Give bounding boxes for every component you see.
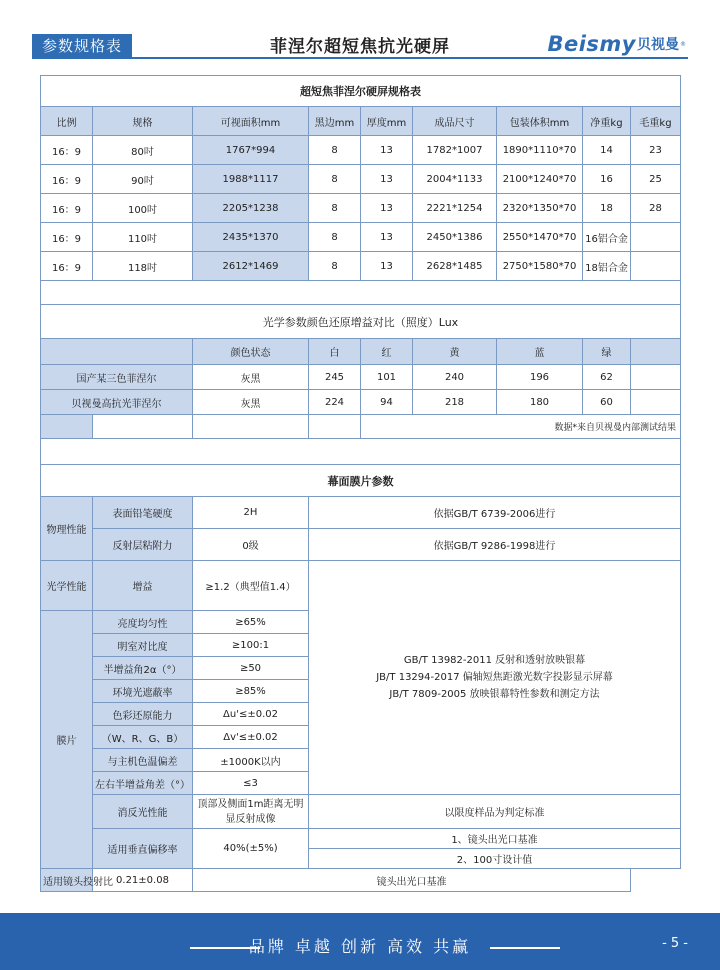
product-name-cell: 国产某三色菲涅尔 (41, 365, 193, 390)
film-item-cell: 表面铅笔硬度 (93, 497, 193, 529)
gross-weight-cell (631, 252, 681, 281)
film-row (41, 869, 681, 892)
optical-category-cell: 光学性能 (41, 561, 93, 611)
value-line: 顶部及侧面1m距离无明 (197, 798, 304, 810)
net-weight-cell: 18铝合金 (583, 252, 631, 281)
optical-header-cell (41, 339, 193, 365)
green-cell: 60 (583, 390, 631, 415)
package-cell: 2320*1350*70 (497, 194, 583, 223)
package-cell: 2550*1470*70 (497, 223, 583, 252)
spec-table-title: 超短焦菲涅尔硬屏规格表 (41, 76, 681, 107)
blue-cell: 196 (497, 365, 583, 390)
net-weight-cell: 18 (583, 194, 631, 223)
film-value-cell: ±1000K以内 (193, 749, 309, 772)
film-value-cell: 0级 (193, 529, 309, 561)
registered-mark: ® (680, 40, 686, 48)
spec-header-cell: 规格 (93, 107, 193, 136)
film-item-cell: 适用垂直偏移率 (93, 829, 193, 869)
finished-size-cell: 2004*1133 (413, 165, 497, 194)
optical-header-cell (631, 339, 681, 365)
visible-area-cell: 1767*994 (193, 136, 309, 165)
film-value-cell: 0.21±0.08 (93, 869, 193, 892)
visible-area-cell: 2205*1238 (193, 194, 309, 223)
visible-area-cell: 2435*1370 (193, 223, 309, 252)
section-tag: 参数规格表 (32, 34, 132, 58)
footer-slogan: 品牌 卓越 创新 高效 共赢 (248, 937, 472, 956)
spacer-row (41, 439, 681, 465)
thickness-cell: 13 (361, 165, 413, 194)
spec-header-cell: 净重kg (583, 107, 631, 136)
film-standards-cell (309, 561, 681, 795)
film-item-cell: 左右半增益角差（°） (93, 772, 193, 795)
film-item-cell: 消反光性能 (93, 795, 193, 829)
film-value-cell (193, 795, 309, 829)
film-standard-cell: 1、镜头出光口基准 (309, 829, 681, 849)
standard-line: GB/T 13982-2011 反射和透射放映银幕 (403, 655, 586, 666)
net-weight-cell: 16 (583, 165, 631, 194)
logo-chinese: 贝视曼 (637, 37, 679, 53)
film-item-cell: 明室对比度 (93, 634, 193, 657)
red-cell: 94 (361, 390, 413, 415)
empty-cell (193, 415, 309, 439)
spec-header-cell: 黑边mm (309, 107, 361, 136)
border-cell: 8 (309, 223, 361, 252)
finished-size-cell: 2628*1485 (413, 252, 497, 281)
size-cell: 110吋 (93, 223, 193, 252)
physical-category-cell: 物理性能 (41, 497, 93, 561)
spec-row (41, 223, 681, 252)
film-value-cell: 2H (193, 497, 309, 529)
ratio-cell: 16：9 (41, 165, 93, 194)
gross-weight-cell: 23 (631, 136, 681, 165)
spec-row (41, 252, 681, 281)
optical-row (41, 365, 681, 390)
film-value-cell: ≤3 (193, 772, 309, 795)
film-value-cell: ≥100:1 (193, 634, 309, 657)
spec-header-cell: 可视面积mm (193, 107, 309, 136)
footer-bar (0, 913, 720, 970)
value-line: 显反射成像 (225, 813, 276, 825)
film-value-cell: ≥85% (193, 680, 309, 703)
finished-size-cell: 2221*1254 (413, 194, 497, 223)
size-cell: 118吋 (93, 252, 193, 281)
footer-divider-right (490, 947, 560, 949)
ratio-cell: 16：9 (41, 252, 93, 281)
gross-weight-cell: 25 (631, 165, 681, 194)
film-item-cell: 亮度均匀性 (93, 611, 193, 634)
ratio-cell: 16：9 (41, 194, 93, 223)
film-row (41, 497, 681, 529)
color-state-cell: 灰黑 (193, 390, 309, 415)
film-value-cell: Δv'≤±0.02 (193, 726, 309, 749)
film-standard-cell: 2、100寸设计值 (309, 849, 681, 869)
film-value-cell: ≥50 (193, 657, 309, 680)
visible-area-cell: 2612*1469 (193, 252, 309, 281)
film-row (41, 529, 681, 561)
standard-line: JB/T 7809-2005 放映银幕特性参数和测定方法 (389, 689, 600, 700)
page-title: 菲涅尔超短焦抗光硬屏 (270, 37, 450, 57)
film-standard-cell: 以限度样品为判定标准 (309, 795, 681, 829)
thickness-cell: 13 (361, 223, 413, 252)
film-category-cell: 膜片 (41, 611, 93, 869)
film-row (41, 795, 681, 829)
net-weight-cell: 14 (583, 136, 631, 165)
finished-size-cell: 2450*1386 (413, 223, 497, 252)
spec-row (41, 165, 681, 194)
optical-header-cell: 红 (361, 339, 413, 365)
film-item-cell: 增益 (93, 561, 193, 611)
empty-cell (631, 390, 681, 415)
empty-cell (41, 415, 93, 439)
spec-header-row (41, 107, 681, 136)
film-item-cell: 色彩还原能力 (93, 703, 193, 726)
spec-header-cell: 包装体积mm (497, 107, 583, 136)
thickness-cell: 13 (361, 194, 413, 223)
gross-weight-cell (631, 223, 681, 252)
border-cell: 8 (309, 136, 361, 165)
optical-header-cell: 白 (309, 339, 361, 365)
optical-note-row (41, 415, 681, 439)
yellow-cell: 218 (413, 390, 497, 415)
blue-cell: 180 (497, 390, 583, 415)
test-data-note: 数据*来自贝视曼内部测试结果 (361, 415, 681, 439)
ratio-cell: 16：9 (41, 223, 93, 252)
border-cell: 8 (309, 165, 361, 194)
size-cell: 80吋 (93, 136, 193, 165)
optical-row (41, 390, 681, 415)
spec-row (41, 194, 681, 223)
logo-english: Beismy (547, 32, 636, 56)
film-item-cell: 环境光遮蔽率 (93, 680, 193, 703)
film-item-cell: 半增益角2α（°） (93, 657, 193, 680)
spec-header-cell: 成品尺寸 (413, 107, 497, 136)
film-value-cell: Δu'≤±0.02 (193, 703, 309, 726)
standard-line: JB/T 13294-2017 偏轴短焦距激光数字投影显示屏幕 (376, 672, 613, 683)
color-state-cell: 灰黑 (193, 365, 309, 390)
film-value-cell: 40%(±5%) (193, 829, 309, 869)
spec-sheet-table (40, 75, 681, 892)
border-cell: 8 (309, 252, 361, 281)
net-weight-cell: 16铝合金 (583, 223, 631, 252)
white-cell: 224 (309, 390, 361, 415)
film-standard-cell: 镜头出光口基准 (193, 869, 631, 892)
brand-logo (547, 31, 686, 57)
optical-header-cell: 蓝 (497, 339, 583, 365)
thickness-cell: 13 (361, 136, 413, 165)
film-value-cell: ≥65% (193, 611, 309, 634)
optical-header-cell: 黄 (413, 339, 497, 365)
yellow-cell: 240 (413, 365, 497, 390)
package-cell: 1890*1110*70 (497, 136, 583, 165)
film-item-cell: 适用镜头投射比 (41, 869, 93, 892)
red-cell: 101 (361, 365, 413, 390)
film-table-title: 幕面膜片参数 (41, 465, 681, 497)
visible-area-cell: 1988*1117 (193, 165, 309, 194)
film-row (41, 829, 681, 849)
spacer-row (41, 281, 681, 305)
spec-header-cell: 比例 (41, 107, 93, 136)
size-cell: 100吋 (93, 194, 193, 223)
film-standard-cell: 依据GB/T 9286-1998进行 (309, 529, 681, 561)
optical-table-title: 光学参数颜色还原增益对比（照度）Lux (41, 305, 681, 339)
spec-header-cell: 毛重kg (631, 107, 681, 136)
page-number: - 5 - (662, 936, 688, 951)
optical-header-cell: 绿 (583, 339, 631, 365)
empty-cell (309, 415, 361, 439)
empty-cell (631, 365, 681, 390)
film-item-cell: （W、R、G、B） (93, 726, 193, 749)
film-value-cell: ≥1.2（典型值1.4） (193, 561, 309, 611)
optical-header-row (41, 339, 681, 365)
spec-sheet (40, 75, 680, 892)
product-name-cell: 贝视曼高抗光菲涅尔 (41, 390, 193, 415)
optical-header-cell: 颜色状态 (193, 339, 309, 365)
ratio-cell: 16：9 (41, 136, 93, 165)
border-cell: 8 (309, 194, 361, 223)
thickness-cell: 13 (361, 252, 413, 281)
film-row (41, 561, 681, 611)
film-item-cell: 反射层粘附力 (93, 529, 193, 561)
header-divider (32, 57, 688, 59)
empty-cell (93, 415, 193, 439)
spec-row (41, 136, 681, 165)
film-standard-cell: 依据GB/T 6739-2006进行 (309, 497, 681, 529)
gross-weight-cell: 28 (631, 194, 681, 223)
spec-header-cell: 厚度mm (361, 107, 413, 136)
film-item-cell: 与主机色温偏差 (93, 749, 193, 772)
package-cell: 2750*1580*70 (497, 252, 583, 281)
finished-size-cell: 1782*1007 (413, 136, 497, 165)
package-cell: 2100*1240*70 (497, 165, 583, 194)
size-cell: 90吋 (93, 165, 193, 194)
green-cell: 62 (583, 365, 631, 390)
white-cell: 245 (309, 365, 361, 390)
